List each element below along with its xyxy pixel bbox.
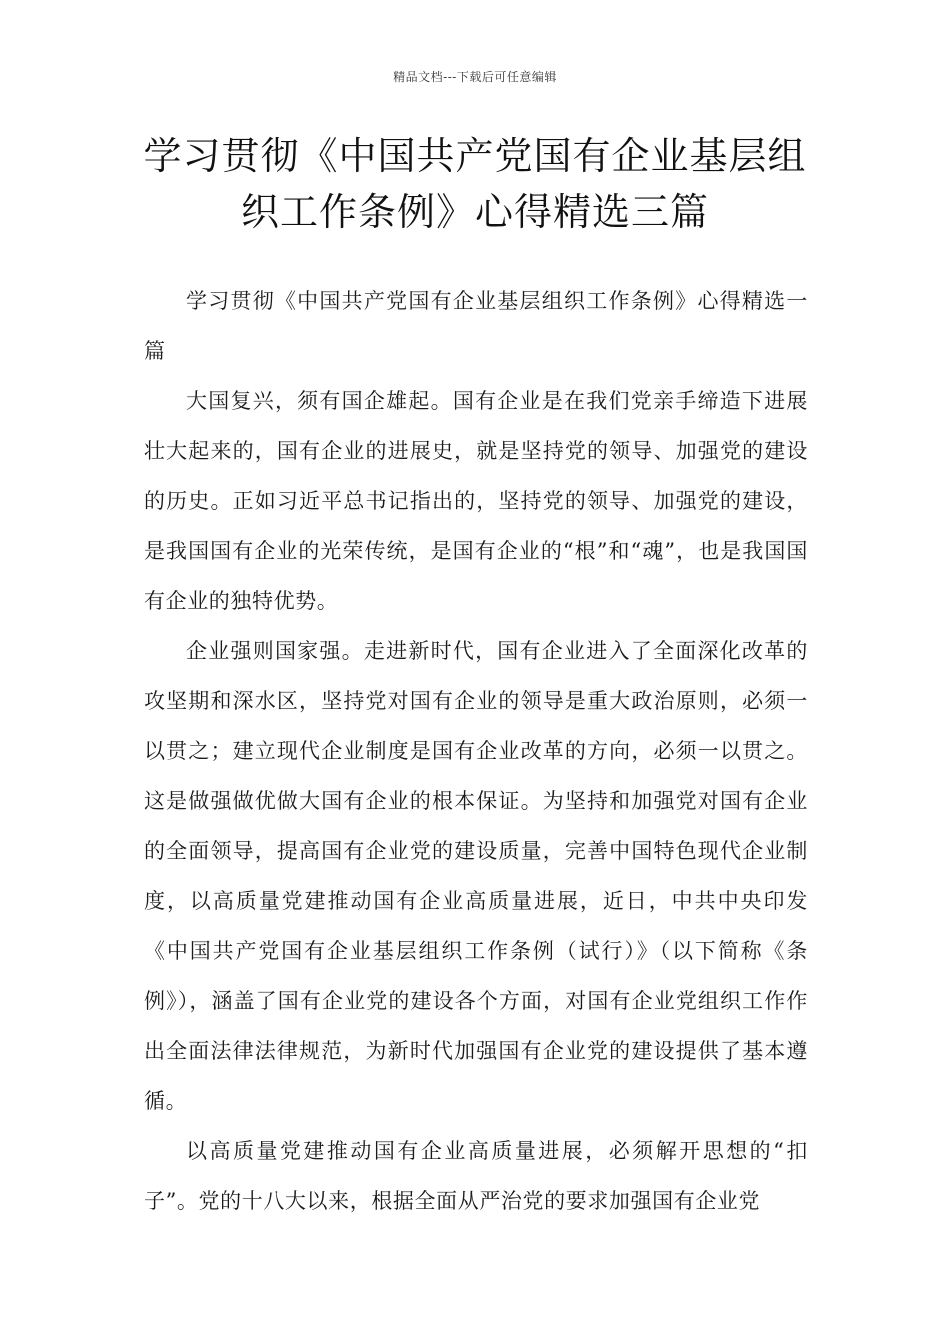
document-title: 学习贯彻《中国共产党国有企业基层组织工作条例》心得精选三篇: [143, 134, 807, 234]
paragraph: 大国复兴，须有国企雄起。国有企业是在我们党亲手缔造下进展壮大起来的，国有企业的进展史，就是坚持党的领导、加强党的建设的历史。正如习近平总书记指出的，坚持党的领导、加强党的建设，是我国国有企业的光荣传统，是国有企业的“根”和“魂”，也是我国国有企业的独特优势。: [144, 389, 808, 613]
section-heading: 学习贯彻《中国共产党国有企业基层组织工作条例》心得精选一篇: [144, 289, 808, 363]
paragraph: 以高质量党建推动国有企业高质量进展，必须解开思想的“扣子”。党的十八大以来，根据全面从严治党的要求加强国有企业党: [144, 1139, 808, 1213]
header-note: 精品文档---下载后可任意编辑: [393, 70, 557, 84]
document-body: [144, 276, 808, 1226]
paragraph: 企业强则国家强。走进新时代，国有企业进入了全面深化改革的攻坚期和深水区，坚持党对国有企业的领导是重大政治原则，必须一以贯之；建立现代企业制度是国有企业改革的方向，必须一以贯之。这是做强做优做大国有企业的根本保证。为坚持和加强党对国有企业的全面领导，提高国有企业党的建设质量，完善中国特色现代企业制度，以高质量党建推动国有企业高质量进展，近日，中共中央印发《中国共产党国有企业基层组织工作条例（试行）》（以下简称《条例》），涵盖了国有企业党的建设各个方面，对国有企业党组织工作作出全面法律法律规范，为新时代加强国有企业党的建设提供了基本遵循。: [144, 639, 808, 1113]
